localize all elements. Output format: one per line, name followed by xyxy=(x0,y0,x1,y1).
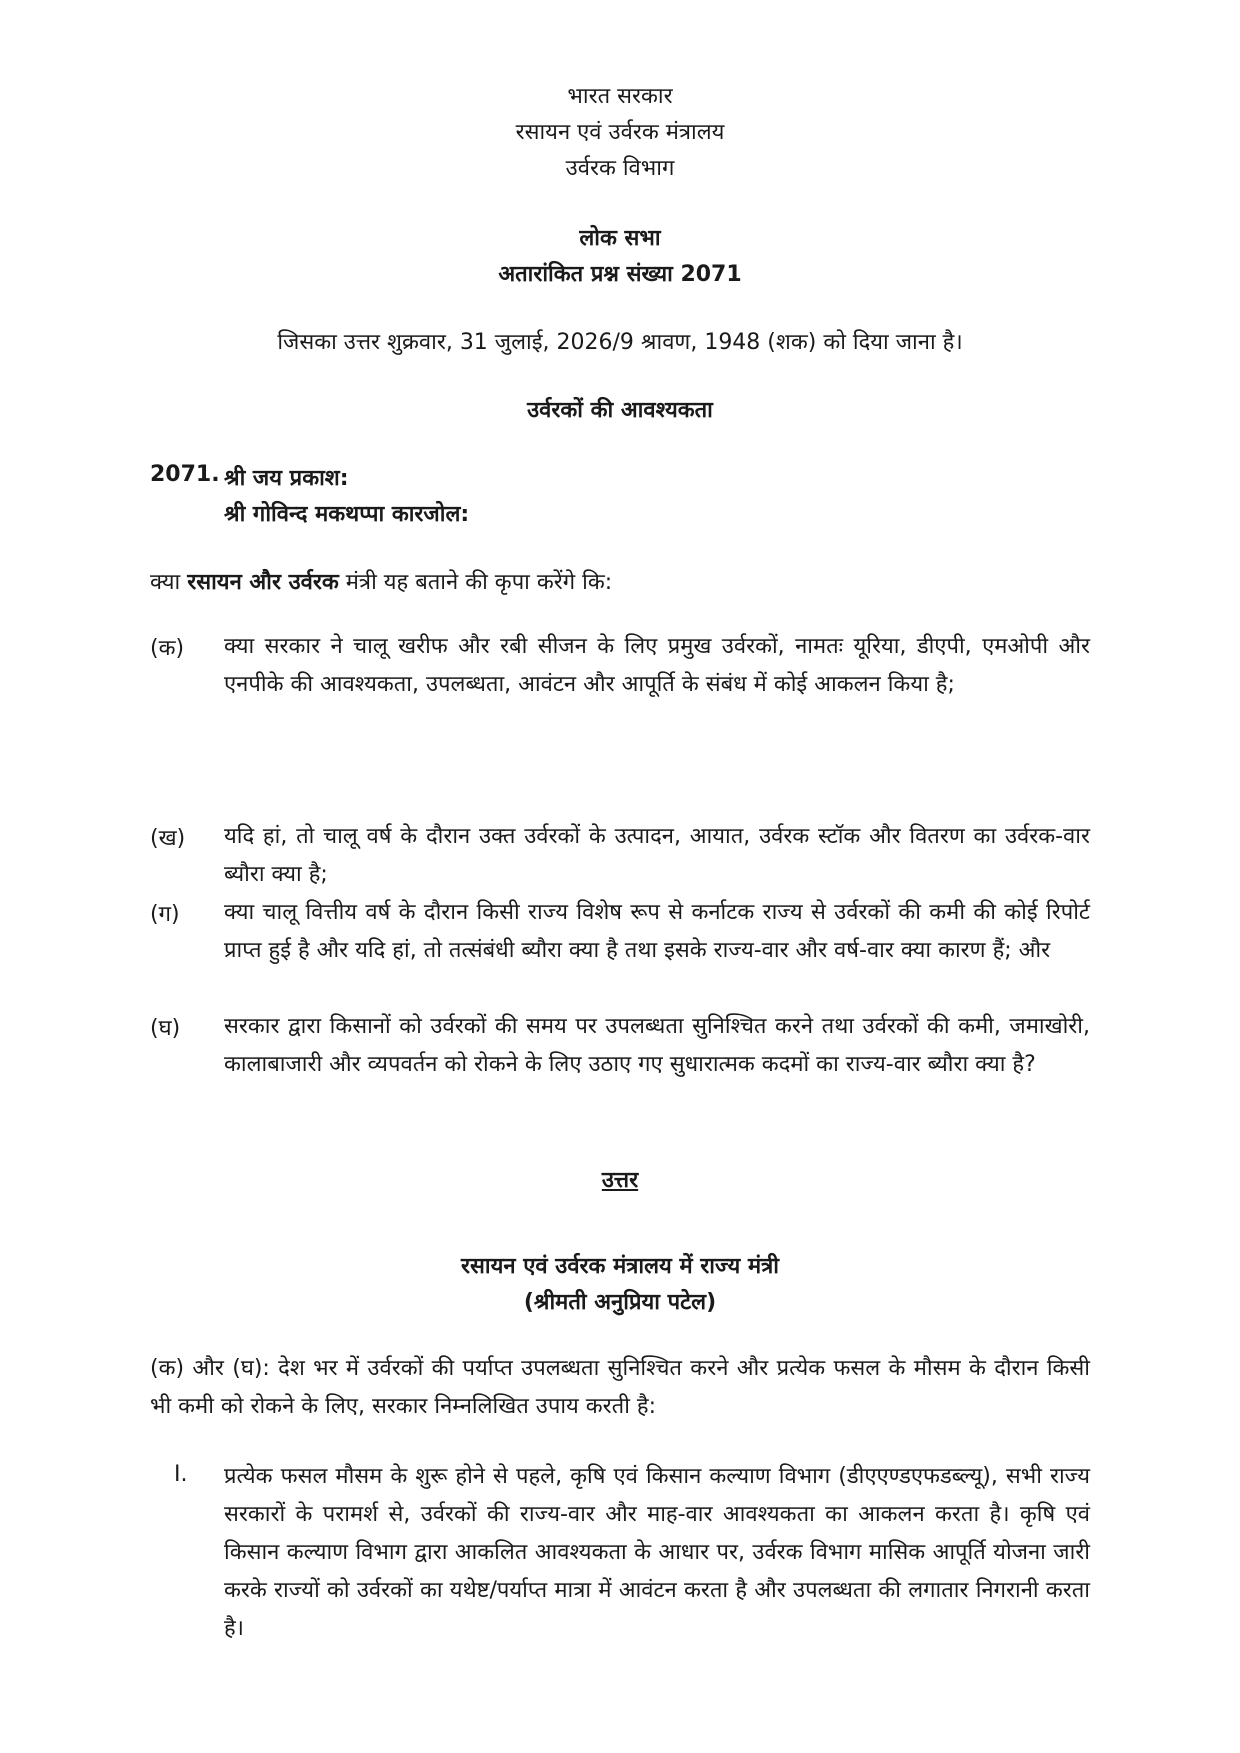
intro-pre: क्या xyxy=(150,570,188,595)
question-label-gha: (घ) xyxy=(150,1016,181,1041)
question-text-gha: सरकार द्वारा किसानों को उर्वरकों की समय पर उपलब्धता सुनिश्चित करने तथा उर्वरकों की कमी, जमाखोरी, कालाबाजारी और व्यपवर्तन को रोकने के लिए उठाए गए सुधारात्मक कदमों का राज्य-वार ब्यौरा क्या है? xyxy=(224,1014,1090,1077)
minister-name: (श्रीमती अनुप्रिया पटेल) xyxy=(523,1290,717,1315)
header-ministry: रसायन एवं उर्वरक मंत्रालय xyxy=(515,120,725,145)
member-name-2: श्री गोविन्द मकथप्पा कारजोल: xyxy=(224,502,470,527)
answer-paragraph-1: (क) और (घ): देश भर में उर्वरकों की पर्याप्त उपलब्धता सुनिश्चित करने और प्रत्येक फसल के मौसम के दौरान किसी भी कमी को रोकने के लिए, सरकार निम्नलिखित उपाय करती है: xyxy=(150,1356,1090,1419)
question-label-kha: (ख) xyxy=(150,826,186,851)
intro-ministry: रसायन और उर्वरक xyxy=(187,570,339,595)
question-text-ka: क्या सरकार ने चालू खरीफ और रबी सीजन के लिए प्रमुख उर्वरकों, नामतः यूरिया, डीएपी, एमओपी और एनपीके की आवश्यकता, उपलब्धता, आवंटन और आपूर्ति के संबंध में कोई आकलन किया है; xyxy=(224,634,1090,697)
answer-point-label-1: I. xyxy=(174,1462,188,1487)
question-intro xyxy=(150,566,612,596)
question-label-ga: (ग) xyxy=(150,902,180,927)
intro-post: मंत्री यह बताने की कृपा करेंगे कि: xyxy=(338,570,613,595)
minister-title: रसायन एवं उर्वरक मंत्रालय में राज्य मंत्री xyxy=(461,1254,779,1279)
question-text-ga: क्या चालू वित्तीय वर्ष के दौरान किसी राज्य विशेष रूप से कर्नाटक राज्य से उर्वरकों की कमी की कोई रिपोर्ट प्राप्त हुई है और यदि हां, तो तत्संबंधी ब्यौरा क्या है तथा इसके राज्य-वार और वर्ष-वार क्या कारण हैं; और xyxy=(224,900,1090,963)
question-number-title: अतारांकित प्रश्न संख्या 2071 xyxy=(498,262,742,287)
question-label-ka: (क) xyxy=(150,636,185,661)
header-government: भारत सरकार xyxy=(567,84,673,109)
member-name-1: श्री जय प्रकाश: xyxy=(224,466,349,491)
answer-date: जिसका उत्तर शुक्रवार, 31 जुलाई, 2026/9 श्रावण, 1948 (शक) को दिया जाना है। xyxy=(277,330,963,355)
answer-point-text-1: प्रत्येक फसल मौसम के शुरू होने से पहले, कृषि एवं किसान कल्याण विभाग (डीएएण्डएफडब्ल्यू), सभी राज्य सरकारों के परामर्श से, उर्वरकों की राज्य-वार और माह-वार आवश्यकता का आकलन करता है। कृषि एवं किसान कल्याण विभाग द्वारा आकलित आवश्यकता के आधार पर, उर्वरक विभाग मासिक आपूर्ति योजना जारी करके राज्यों को उर्वरकों का यथेष्ट/पर्याप्त मात्रा में आवंटन करता है और उपलब्धता की लगातार निगरानी करता है। xyxy=(224,1464,1090,1641)
question-number: 2071. xyxy=(150,462,220,487)
question-text-kha: यदि हां, तो चालू वर्ष के दौरान उक्त उर्वरकों के उत्पादन, आयात, उर्वरक स्टॉक और वितरण का उर्वरक-वार ब्यौरा क्या है; xyxy=(224,824,1090,887)
answer-heading-text: उत्तर xyxy=(601,1168,639,1193)
subject-title: उर्वरकों की आवश्यकता xyxy=(527,398,713,423)
header-department: उर्वरक विभाग xyxy=(565,156,675,181)
house-name: लोक सभा xyxy=(579,226,661,251)
answer-heading xyxy=(0,1164,1240,1194)
